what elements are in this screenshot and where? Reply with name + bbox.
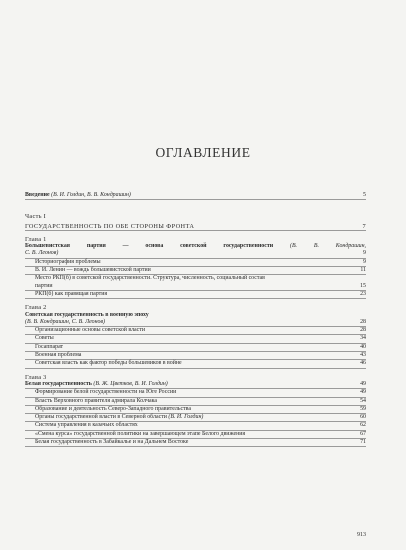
toc-page-number: 34 bbox=[360, 335, 366, 342]
toc-subentry-text: Власть Верховного правителя адмирала Колчака bbox=[35, 397, 158, 404]
chapter-title: Советская государственность в военную эпоху bbox=[25, 311, 149, 318]
toc-entry-authors: (В. И. Голдин, В. В. Кондрашин) bbox=[51, 192, 131, 198]
toc-subentry bbox=[25, 360, 366, 368]
toc-subentry bbox=[25, 406, 366, 414]
toc-subentry bbox=[25, 344, 366, 352]
toc-subentry-text: РКП(б) как правящая партия bbox=[35, 290, 108, 297]
folio-page-number: 913 bbox=[357, 532, 366, 538]
part-name: ГОСУДАРСТВЕННОСТЬ ПО ОБЕ СТОРОНЫ ФРОНТА bbox=[25, 222, 195, 230]
toc-page-number: 23 bbox=[360, 290, 366, 297]
toc-page-number: 54 bbox=[360, 397, 366, 404]
toc-subentry bbox=[25, 398, 366, 406]
toc-subentry-text: Органы государственной власти в Северной области bbox=[35, 414, 167, 421]
toc-page-number: 9 bbox=[363, 258, 366, 265]
toc-page-number: 49 bbox=[360, 380, 366, 387]
toc-subentry-text: Организационные основы советской власти bbox=[35, 327, 146, 334]
toc-page-number: 43 bbox=[360, 352, 366, 359]
toc-page-number: 7 bbox=[362, 222, 366, 230]
toc-entry-ch1 bbox=[25, 250, 366, 258]
toc-subentry-line: Место РКП(б) в советской государственности. Структура, численность, социальный состав bbox=[35, 275, 265, 282]
chapter-title: Большевистская партия — основа советской государственности bbox=[25, 243, 274, 250]
toc-page-number: 59 bbox=[360, 405, 366, 412]
toc-subentry-text: Белая государственность в Забайкалье и на Дальнем Востоке bbox=[35, 439, 189, 446]
toc-subentry bbox=[25, 431, 366, 439]
toc-subentry bbox=[25, 327, 366, 335]
toc-page-number: 46 bbox=[360, 360, 366, 367]
toc-page-number: 15 bbox=[360, 282, 366, 289]
toc-entry-intro bbox=[25, 192, 366, 200]
toc-subentry bbox=[25, 259, 366, 267]
toc-page-number: 28 bbox=[360, 327, 366, 334]
toc-entry-ch2 bbox=[25, 319, 366, 327]
toc-page-number: 49 bbox=[360, 389, 366, 396]
chapter-label: Глава 2 bbox=[25, 304, 47, 312]
chapter-authors: (В. В. Кондрашин, bbox=[289, 243, 366, 250]
toc-page-number: 5 bbox=[363, 192, 366, 198]
table-of-contents bbox=[25, 192, 366, 447]
toc-page-number: 40 bbox=[360, 343, 366, 350]
toc-subentry bbox=[25, 283, 366, 291]
toc-subentry bbox=[25, 335, 366, 343]
toc-subentry bbox=[25, 291, 366, 299]
toc-subentry-text: Советы bbox=[35, 335, 54, 342]
toc-subentry-text: партии bbox=[35, 282, 53, 289]
toc-subentry-text: Образование и деятельность Северо-Западного правительства bbox=[35, 405, 191, 412]
toc-entry-ch3 bbox=[25, 381, 366, 389]
chapter-title: Белая государственность bbox=[25, 380, 92, 387]
toc-page-number: 60 bbox=[360, 414, 366, 421]
chapter-label: Глава 1 bbox=[25, 235, 47, 243]
part-label: Часть I bbox=[25, 213, 47, 221]
toc-page-number: 67 bbox=[360, 430, 366, 437]
toc-subentry bbox=[25, 422, 366, 430]
page-title: ОГЛАВЛЕНИЕ bbox=[155, 145, 251, 160]
toc-subentry-text: Система управления в казачьих областях bbox=[35, 422, 138, 429]
toc-subentry-text: В. И. Ленин — вождь большевистской партии bbox=[35, 267, 151, 274]
toc-subentry-text: Военная проблема bbox=[35, 352, 82, 359]
toc-subentry bbox=[25, 389, 366, 397]
toc-page-number: 11 bbox=[360, 267, 366, 274]
toc-subentry-text: Советская власть как фактор победы большевиков в войне bbox=[35, 360, 182, 367]
toc-entry-label: Введение bbox=[25, 192, 50, 198]
toc-page-number: 62 bbox=[360, 422, 366, 429]
toc-subentry-text: Историография проблемы bbox=[35, 258, 101, 265]
toc-page-number: 28 bbox=[360, 318, 366, 325]
chapter-authors: (В. Ж. Цветков, В. И. Голдин) bbox=[93, 380, 168, 387]
toc-subentry bbox=[25, 439, 366, 447]
chapter-label: Глава 3 bbox=[25, 373, 47, 381]
chapter-authors: (В. В. Кондрашин, С. В. Леонов) bbox=[25, 318, 106, 325]
toc-page-number: 71 bbox=[360, 439, 366, 446]
chapter-authors-cont: С. В. Леонов) bbox=[25, 250, 59, 257]
chapter-title-line bbox=[25, 243, 366, 250]
toc-subentry-text: Формирование белой государственности на Юге России bbox=[35, 389, 177, 396]
toc-entry-part1 bbox=[25, 223, 366, 231]
toc-page-number: 9 bbox=[363, 250, 366, 257]
toc-subentry-authors: (В. И. Голдин) bbox=[168, 414, 204, 421]
toc-subentry-text: Госаппарат bbox=[35, 343, 64, 350]
toc-subentry-text: «Смена курса» государственной политики на завершающем этапе Белого движения bbox=[35, 430, 246, 437]
